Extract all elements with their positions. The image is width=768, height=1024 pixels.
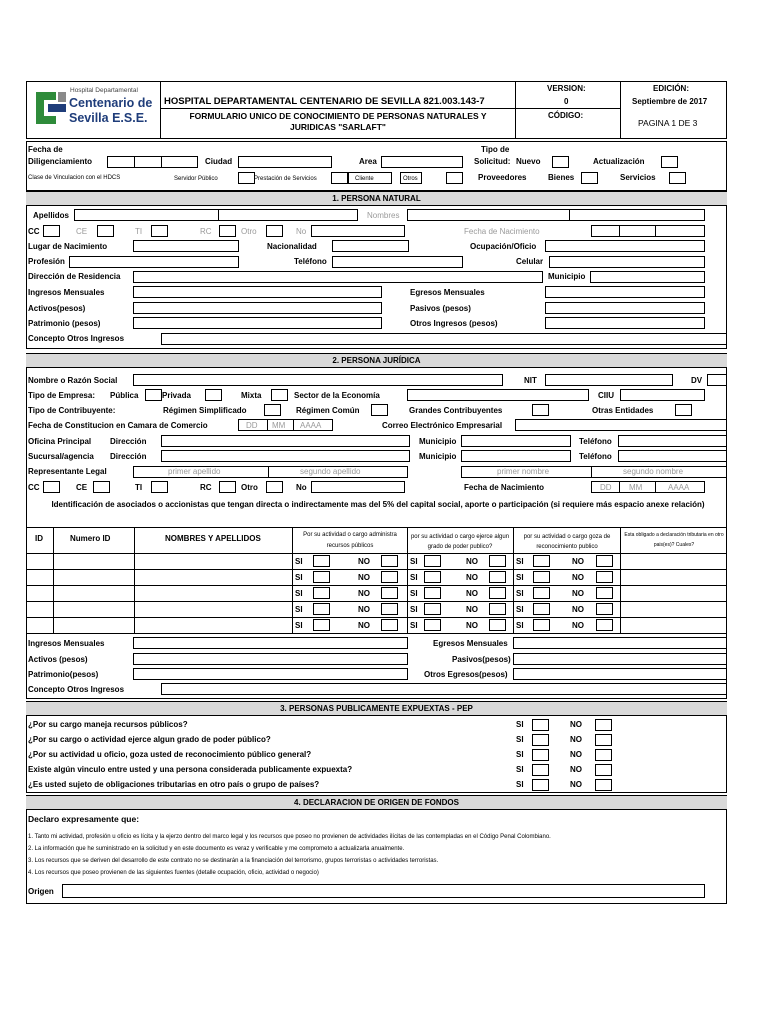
row-5-col-2-no-label: NO <box>466 621 478 630</box>
profesion-label: Profesión <box>28 257 65 266</box>
jur-pasivos-input[interactable] <box>513 653 727 665</box>
jur-cc-label: CC <box>28 483 40 492</box>
row-3-col-3-si-label: SI <box>516 589 524 598</box>
jur-concepto-input[interactable] <box>161 683 727 695</box>
nat-fecha-nac-label: Fecha de Nacimiento <box>464 227 540 236</box>
edition-value: Septiembre de 2017 <box>632 97 708 106</box>
nat-municipio-label: Municipio <box>548 272 586 281</box>
row-4-col-2-si-label: SI <box>410 605 418 614</box>
row-1-col-3-no-label: NO <box>572 557 584 566</box>
oficina-municipio-label: Municipio <box>419 437 457 446</box>
sector-input[interactable] <box>407 389 589 401</box>
nat-otro-checkbox[interactable] <box>266 225 283 237</box>
mixta-checkbox[interactable] <box>271 389 288 401</box>
nat-fecha-dd-input[interactable] <box>591 225 620 237</box>
row-2-col-1-no-checkbox[interactable] <box>381 571 398 583</box>
sector-label: Sector de la Economía <box>294 391 380 400</box>
row-1-col-1-si-checkbox[interactable] <box>313 555 330 567</box>
nat-fecha-aaaa-input[interactable] <box>655 225 705 237</box>
row-2-col-3-si-label: SI <box>516 573 524 582</box>
oficina-telefono-label: Teléfono <box>579 437 612 446</box>
jur-cc-checkbox[interactable] <box>43 481 60 493</box>
sucursal-telefono-label: Teléfono <box>579 452 612 461</box>
nat-no-input[interactable] <box>311 225 405 237</box>
jur-pasivos-label: Pasivos(pesos) <box>452 655 511 664</box>
th-col1: Por su actividad o cargo administra recursos públicos <box>303 532 397 550</box>
rep-segundo-apellido-placeholder: segundo apellido <box>300 467 361 476</box>
jur-fecha-nac-label: Fecha de Nacimiento <box>464 483 545 492</box>
nat-cc-label: CC <box>28 227 40 236</box>
th-numero-id: Numero ID <box>70 534 111 543</box>
nat-cc-checkbox[interactable] <box>43 225 60 237</box>
fecha-aaaa-input[interactable] <box>161 156 198 168</box>
jur-ingresos-input[interactable] <box>133 637 408 649</box>
nat-ingresos-label: Ingresos Mensuales <box>28 288 105 297</box>
jur-otros-egresos-input[interactable] <box>513 668 727 680</box>
pep-si-checkbox-1[interactable] <box>532 719 549 731</box>
nacionalidad-input[interactable] <box>332 240 409 252</box>
row-2-col-1-si-label: SI <box>295 573 303 582</box>
origen-item-4: 4. Los recursos que poseo provienen de las siguientes fuentes (detalle ocupación, oficio, actividad o negocio) <box>28 870 319 876</box>
publica-label: Pública <box>110 391 139 400</box>
row-5-col-3-no-checkbox[interactable] <box>596 619 613 631</box>
nat-activos-label: Activos(pesos) <box>28 304 86 313</box>
sucursal-label: Sucursal/agencia <box>28 452 94 461</box>
servidor-checkbox[interactable] <box>238 172 255 184</box>
identificacion-text: Identificación de asociados o accionistas que tengan directa o indirectamente mas del 5% del capital social, aporte o participación (si requiere más espacio anexe relación) <box>51 500 705 509</box>
jur-ti-label: TI <box>135 483 143 492</box>
tipo-empresa-label: Tipo de Empresa: <box>28 391 95 400</box>
pep-si-label-3: SI <box>516 750 524 759</box>
nat-telefono-label: Teléfono <box>294 257 327 266</box>
row-4-col-3-no-checkbox[interactable] <box>596 603 613 615</box>
tipo-contribuyente-label: Tipo de Contribuyente: <box>28 406 116 415</box>
jur-fecha-dd-placeholder: DD <box>600 483 612 492</box>
pep-si-checkbox-4[interactable] <box>532 764 549 776</box>
ocupacion-input[interactable] <box>545 240 705 252</box>
simplificado-label: Régimen Simplificado <box>163 406 247 415</box>
row-2-col-3-si-checkbox[interactable] <box>533 571 550 583</box>
mixta-label: Mixta <box>241 391 262 400</box>
primer-nombre-input[interactable] <box>407 209 570 221</box>
jur-patrimonio-label: Patrimonio(pesos) <box>28 670 99 679</box>
row-4-col-3-si-label: SI <box>516 605 524 614</box>
pep-no-label-2: NO <box>570 735 582 744</box>
row-2-col-2-si-checkbox[interactable] <box>424 571 441 583</box>
grandes-label: Grandes Contribuyentes <box>409 406 503 415</box>
logo-line-1: Hospital Departamental <box>70 87 138 94</box>
nat-patrimonio-label: Patrimonio (pesos) <box>28 319 101 328</box>
servicios-checkbox[interactable] <box>669 172 686 184</box>
row-5-col-3-si-label: SI <box>516 621 524 630</box>
pep-no-checkbox-5[interactable] <box>595 779 612 791</box>
proveedores-label: Proveedores <box>478 173 527 182</box>
row-1-col-3-si-label: SI <box>516 557 524 566</box>
row-1-col-1-si-label: SI <box>295 557 303 566</box>
fecha-label-2: Diligenciamiento <box>28 157 93 166</box>
origen-input[interactable] <box>62 884 705 898</box>
pep-question-2: ¿Por su cargo o actividad ejerce algun grado de poder público? <box>28 735 271 744</box>
pep-si-label-2: SI <box>516 735 524 744</box>
row-3-col-3-si-checkbox[interactable] <box>533 587 550 599</box>
jur-no-label: No <box>296 483 307 492</box>
jur-fecha-aaaa-placeholder: AAAA <box>668 483 690 492</box>
ciudad-input[interactable] <box>238 156 332 168</box>
jur-activos-input[interactable] <box>133 653 408 665</box>
row-1-col-2-si-label: SI <box>410 557 418 566</box>
logo-mark-icon <box>32 88 68 128</box>
pep-question-4: Existe algún vinculo entre usted y una persona considerada publicamente expuexta? <box>28 765 353 774</box>
row-3-col-3-no-checkbox[interactable] <box>596 587 613 599</box>
code-label: CÓDIGO: <box>548 111 584 120</box>
row-3-col-2-si-label: SI <box>410 589 418 598</box>
row-2-col-3-no-checkbox[interactable] <box>596 571 613 583</box>
row-1-col-3-no-checkbox[interactable] <box>596 555 613 567</box>
constitucion-mm-placeholder: MM <box>272 421 286 430</box>
row-4-col-3-no-label: NO <box>572 605 584 614</box>
prestacion-label: Prestación de Servicios <box>254 176 317 182</box>
rep-primer-nombre-placeholder: primer nombre <box>497 467 550 476</box>
razon-social-input[interactable] <box>133 374 503 386</box>
pep-si-label-5: SI <box>516 780 524 789</box>
bienes-checkbox[interactable] <box>581 172 598 184</box>
row-5-col-1-si-label: SI <box>295 621 303 630</box>
row-1-col-2-no-checkbox[interactable] <box>489 555 506 567</box>
nat-ingresos-input[interactable] <box>133 286 382 298</box>
area-input[interactable] <box>381 156 463 168</box>
hospital-name: HOSPITAL DEPARTAMENTAL CENTENARIO DE SEVILLA 821.003.143-7 <box>164 96 485 107</box>
otros-label: Otros <box>403 176 418 182</box>
nat-pasivos-input[interactable] <box>545 302 705 314</box>
fecha-label-1: Fecha de <box>28 145 63 154</box>
row-5-col-2-no-checkbox[interactable] <box>489 619 506 631</box>
pep-no-checkbox-3[interactable] <box>595 749 612 761</box>
row-5-col-2-si-checkbox[interactable] <box>424 619 441 631</box>
nit-label: NIT <box>524 376 537 385</box>
representante-label: Representante Legal <box>28 467 107 476</box>
sucursal-direccion-label: Dirección <box>110 452 147 461</box>
pep-si-label-1: SI <box>516 720 524 729</box>
servicios-label: Servicios <box>620 173 656 182</box>
nat-otro-label: Otro <box>241 227 257 236</box>
tipo-label-1: Tipo de <box>481 145 510 154</box>
jur-no-input[interactable] <box>311 481 405 493</box>
row-3-col-2-no-label: NO <box>466 589 478 598</box>
version-label: VERSION: <box>547 84 586 93</box>
row-3-col-1-no-checkbox[interactable] <box>381 587 398 599</box>
area-label: Area <box>359 157 377 166</box>
row-3-col-2-si-checkbox[interactable] <box>424 587 441 599</box>
profesion-input[interactable] <box>69 256 239 268</box>
jur-activos-label: Activos (pesos) <box>28 655 88 664</box>
row-1-col-3-si-checkbox[interactable] <box>533 555 550 567</box>
nat-ti-checkbox[interactable] <box>151 225 168 237</box>
pep-no-checkbox-4[interactable] <box>595 764 612 776</box>
jur-rc-label: RC <box>200 483 212 492</box>
oficina-telefono-input[interactable] <box>618 435 727 447</box>
row-4-col-2-no-checkbox[interactable] <box>489 603 506 615</box>
origen-label: Origen <box>28 887 54 896</box>
fecha-mm-input[interactable] <box>134 156 162 168</box>
nat-ce-label: CE <box>76 227 88 236</box>
direccion-residencia-label: Dirección de Residencia <box>28 272 121 281</box>
nat-ti-label: TI <box>135 227 143 236</box>
clase-label: Clase de Vinculacion con el HDCS <box>28 175 121 181</box>
th-id: ID <box>35 534 43 543</box>
nat-egresos-input[interactable] <box>545 286 705 298</box>
grandes-checkbox[interactable] <box>532 404 549 416</box>
cliente-label: Cliente <box>355 176 374 182</box>
lugar-nac-label: Lugar de Nacimiento <box>28 242 108 251</box>
jur-concepto-label: Concepto Otros Ingresos <box>28 685 125 694</box>
row-4-col-1-si-checkbox[interactable] <box>313 603 330 615</box>
sucursal-direccion-input[interactable] <box>161 450 410 462</box>
origen-item-3: 3. Los recursos que se deriven del desarrollo de este contrato no se destinarán a la financiación del terrorismo, grupos terroristas o actividades terroristas. <box>28 858 439 864</box>
oficina-direccion-label: Dirección <box>110 437 147 446</box>
nombres-label: Nombres <box>367 211 400 220</box>
otros-checkbox[interactable] <box>446 172 463 184</box>
pep-question-3: ¿Por su actividad u oficio, goza usted de reconocimiento público general? <box>28 750 312 759</box>
privada-label: Privada <box>162 391 191 400</box>
row-4-col-2-si-checkbox[interactable] <box>424 603 441 615</box>
ciiu-input[interactable] <box>620 389 705 401</box>
otras-entidades-label: Otras Entidades <box>592 406 654 415</box>
origen-item-2: 2. La información que he suministrado en la solicitud y en este documento es veraz y verificable y me comprometo a actualizarla anualmente. <box>28 846 405 852</box>
apellidos-label: Apellidos <box>33 211 70 220</box>
jur-ingresos-label: Ingresos Mensuales <box>28 639 105 648</box>
nat-egresos-label: Egresos Mensuales <box>410 288 485 297</box>
nuevo-label: Nuevo <box>516 157 541 166</box>
pep-no-label-3: NO <box>570 750 582 759</box>
oficina-municipio-input[interactable] <box>461 435 571 447</box>
jur-egresos-input[interactable] <box>513 637 727 649</box>
jur-otro-label: Otro <box>241 483 258 492</box>
nat-activos-input[interactable] <box>133 302 382 314</box>
jur-otros-egresos-label: Otros Egresos(pesos) <box>424 670 508 679</box>
th-nombres: NOMBRES Y APELLIDOS <box>165 534 261 543</box>
rep-segundo-nombre-placeholder: segundo nombre <box>623 467 684 476</box>
actualizacion-label: Actualización <box>593 157 645 166</box>
privada-checkbox[interactable] <box>205 389 222 401</box>
oficina-label: Oficina Principal <box>28 437 92 446</box>
ciudad-label: Ciudad <box>205 157 233 166</box>
page-label: PAGINA 1 DE 3 <box>638 118 698 128</box>
row-5-col-1-no-label: NO <box>358 621 370 630</box>
nuevo-checkbox[interactable] <box>552 156 569 168</box>
pep-si-label-4: SI <box>516 765 524 774</box>
razon-social-label: Nombre o Razón Social <box>28 376 118 385</box>
row-4-col-1-no-label: NO <box>358 605 370 614</box>
pep-no-label-1: NO <box>570 720 582 729</box>
pep-no-checkbox-1[interactable] <box>595 719 612 731</box>
jur-patrimonio-input[interactable] <box>133 668 408 680</box>
row-5-col-2-si-label: SI <box>410 621 418 630</box>
nat-telefono-input[interactable] <box>332 256 463 268</box>
nat-rc-label: RC <box>200 227 212 236</box>
constitucion-aaaa-placeholder: AAAA <box>300 421 322 430</box>
jur-rc-checkbox[interactable] <box>219 481 236 493</box>
origen-item-1: 1. Tanto mi actividad, profesión u oficio es lícita y la ejerzo dentro del marco legal y los recursos que poseo no provienen de actividades ilícitas de las contempladas en el Código Penal Colombiano. <box>28 834 551 840</box>
primer-apellido-input[interactable] <box>74 209 219 221</box>
natural-section-title: 1. PERSONA NATURAL <box>26 191 727 206</box>
actualizacion-checkbox[interactable] <box>661 156 678 168</box>
pep-no-checkbox-2[interactable] <box>595 734 612 746</box>
version-value: 0 <box>564 97 569 106</box>
row-3-col-2-no-checkbox[interactable] <box>489 587 506 599</box>
row-5-col-1-no-checkbox[interactable] <box>381 619 398 631</box>
nat-patrimonio-input[interactable] <box>133 317 382 329</box>
lugar-nac-input[interactable] <box>133 240 239 252</box>
pep-question-1: ¿Por su cargo maneja recursos públicos? <box>28 720 188 729</box>
sucursal-municipio-input[interactable] <box>461 450 571 462</box>
nat-concepto-label: Concepto Otros Ingresos <box>28 334 125 343</box>
nat-no-label: No <box>296 227 307 236</box>
pep-no-label-5: NO <box>570 780 582 789</box>
segundo-nombre-input[interactable] <box>569 209 705 221</box>
row-2-col-2-no-label: NO <box>466 573 478 582</box>
origen-section-title: 4. DECLARACION DE ORIGEN DE FONDOS <box>26 795 727 810</box>
celular-label: Celular <box>516 257 544 266</box>
th-col4: Esta obligado a declaración tributaria en otro pais(es)? Cuales? <box>624 532 724 548</box>
row-3-col-3-no-label: NO <box>572 589 584 598</box>
comun-checkbox[interactable] <box>371 404 388 416</box>
row-4-col-2-no-label: NO <box>466 605 478 614</box>
pep-si-checkbox-3[interactable] <box>532 749 549 761</box>
form-title: FORMULARIO UNICO DE CONOCIMIENTO DE PERSONAS NATURALES Y JURIDICAS "SARLAFT" <box>189 111 487 132</box>
comun-label: Régimen Común <box>296 406 360 415</box>
fecha-dd-input[interactable] <box>107 156 135 168</box>
correo-label: Correo Electrónico Empresarial <box>382 421 503 430</box>
th-col2: por su actividad o cargo ejerce algun grado de poder publico? <box>410 534 510 551</box>
declaro-label: Declaro expresamente que: <box>28 814 140 824</box>
row-1-col-1-no-checkbox[interactable] <box>381 555 398 567</box>
logo-line-2: Centenario de <box>69 96 153 110</box>
pep-si-checkbox-2[interactable] <box>532 734 549 746</box>
dv-label: DV <box>691 376 703 385</box>
row-4-col-3-si-checkbox[interactable] <box>533 603 550 615</box>
jur-ti-checkbox[interactable] <box>151 481 168 493</box>
otras-entidades-checkbox[interactable] <box>675 404 692 416</box>
constitucion-dd-placeholder: DD <box>246 421 258 430</box>
logo-line-3: Sevilla E.S.E. <box>69 111 148 125</box>
juridica-section-title: 2. PERSONA JURÍDICA <box>26 353 727 368</box>
pep-question-5: ¿Es usted sujeto de obligaciones tributarias en otro país o grupo de países? <box>28 780 320 789</box>
nat-rc-checkbox[interactable] <box>219 225 236 237</box>
nat-fecha-mm-input[interactable] <box>619 225 656 237</box>
row-1-col-2-no-label: NO <box>466 557 478 566</box>
row-3-col-1-si-checkbox[interactable] <box>313 587 330 599</box>
bienes-label: Bienes <box>548 173 575 182</box>
row-1-col-1-no-label: NO <box>358 557 370 566</box>
jur-fecha-mm-placeholder: MM <box>629 483 643 492</box>
tipo-label-2: Solicitud: <box>474 157 511 166</box>
row-2-col-1-si-checkbox[interactable] <box>313 571 330 583</box>
ocupacion-label: Ocupación/Oficio <box>470 242 537 251</box>
simplificado-checkbox[interactable] <box>264 404 281 416</box>
celular-input[interactable] <box>549 256 705 268</box>
sucursal-telefono-input[interactable] <box>618 450 727 462</box>
segundo-apellido-input[interactable] <box>218 209 358 221</box>
th-col3: por su actividad o cargo goza de reconocimiento publico <box>523 534 611 551</box>
oficina-direccion-input[interactable] <box>161 435 410 447</box>
correo-input[interactable] <box>515 419 727 431</box>
nacionalidad-label: Nacionalidad <box>267 242 317 251</box>
nat-concepto-input[interactable] <box>161 333 727 345</box>
jur-egresos-label: Egresos Mensuales <box>433 639 508 648</box>
rep-primer-apellido-placeholder: primer apellido <box>168 467 221 476</box>
nat-ce-checkbox[interactable] <box>97 225 114 237</box>
row-2-col-2-si-label: SI <box>410 573 418 582</box>
row-4-col-1-no-checkbox[interactable] <box>381 603 398 615</box>
jur-ce-label: CE <box>76 483 88 492</box>
nat-municipio-input[interactable] <box>590 271 705 283</box>
nat-pasivos-label: Pasivos (pesos) <box>410 304 471 313</box>
ciiu-label: CIIU <box>598 391 614 400</box>
row-2-col-3-no-label: NO <box>572 573 584 582</box>
direccion-residencia-input[interactable] <box>133 271 543 283</box>
jur-ce-checkbox[interactable] <box>93 481 110 493</box>
jur-otro-checkbox[interactable] <box>266 481 283 493</box>
row-5-col-3-si-checkbox[interactable] <box>533 619 550 631</box>
pep-si-checkbox-5[interactable] <box>532 779 549 791</box>
row-4-col-1-si-label: SI <box>295 605 303 614</box>
row-2-col-2-no-checkbox[interactable] <box>489 571 506 583</box>
publica-checkbox[interactable] <box>145 389 162 401</box>
edition-label: EDICIÓN: <box>653 84 689 93</box>
row-3-col-1-no-label: NO <box>358 589 370 598</box>
nat-otros-ingresos-label: Otros Ingresos (pesos) <box>410 319 498 328</box>
row-2-col-1-no-label: NO <box>358 573 370 582</box>
row-1-col-2-si-checkbox[interactable] <box>424 555 441 567</box>
fecha-constitucion-label: Fecha de Constitucion en Camara de Comercio <box>28 421 208 430</box>
prestacion-checkbox[interactable] <box>331 172 348 184</box>
pep-no-label-4: NO <box>570 765 582 774</box>
row-3-col-1-si-label: SI <box>295 589 303 598</box>
dv-input[interactable] <box>707 374 727 386</box>
servidor-label: Servidor Público <box>174 176 218 182</box>
hospital-logo <box>32 86 156 134</box>
nit-input[interactable] <box>545 374 673 386</box>
row-5-col-1-si-checkbox[interactable] <box>313 619 330 631</box>
pep-section-title: 3. PERSONAS PUBLICAMENTE EXPUEXTAS - PEP <box>26 701 727 716</box>
sucursal-municipio-label: Municipio <box>419 452 457 461</box>
nat-otros-ingresos-input[interactable] <box>545 317 705 329</box>
row-5-col-3-no-label: NO <box>572 621 584 630</box>
